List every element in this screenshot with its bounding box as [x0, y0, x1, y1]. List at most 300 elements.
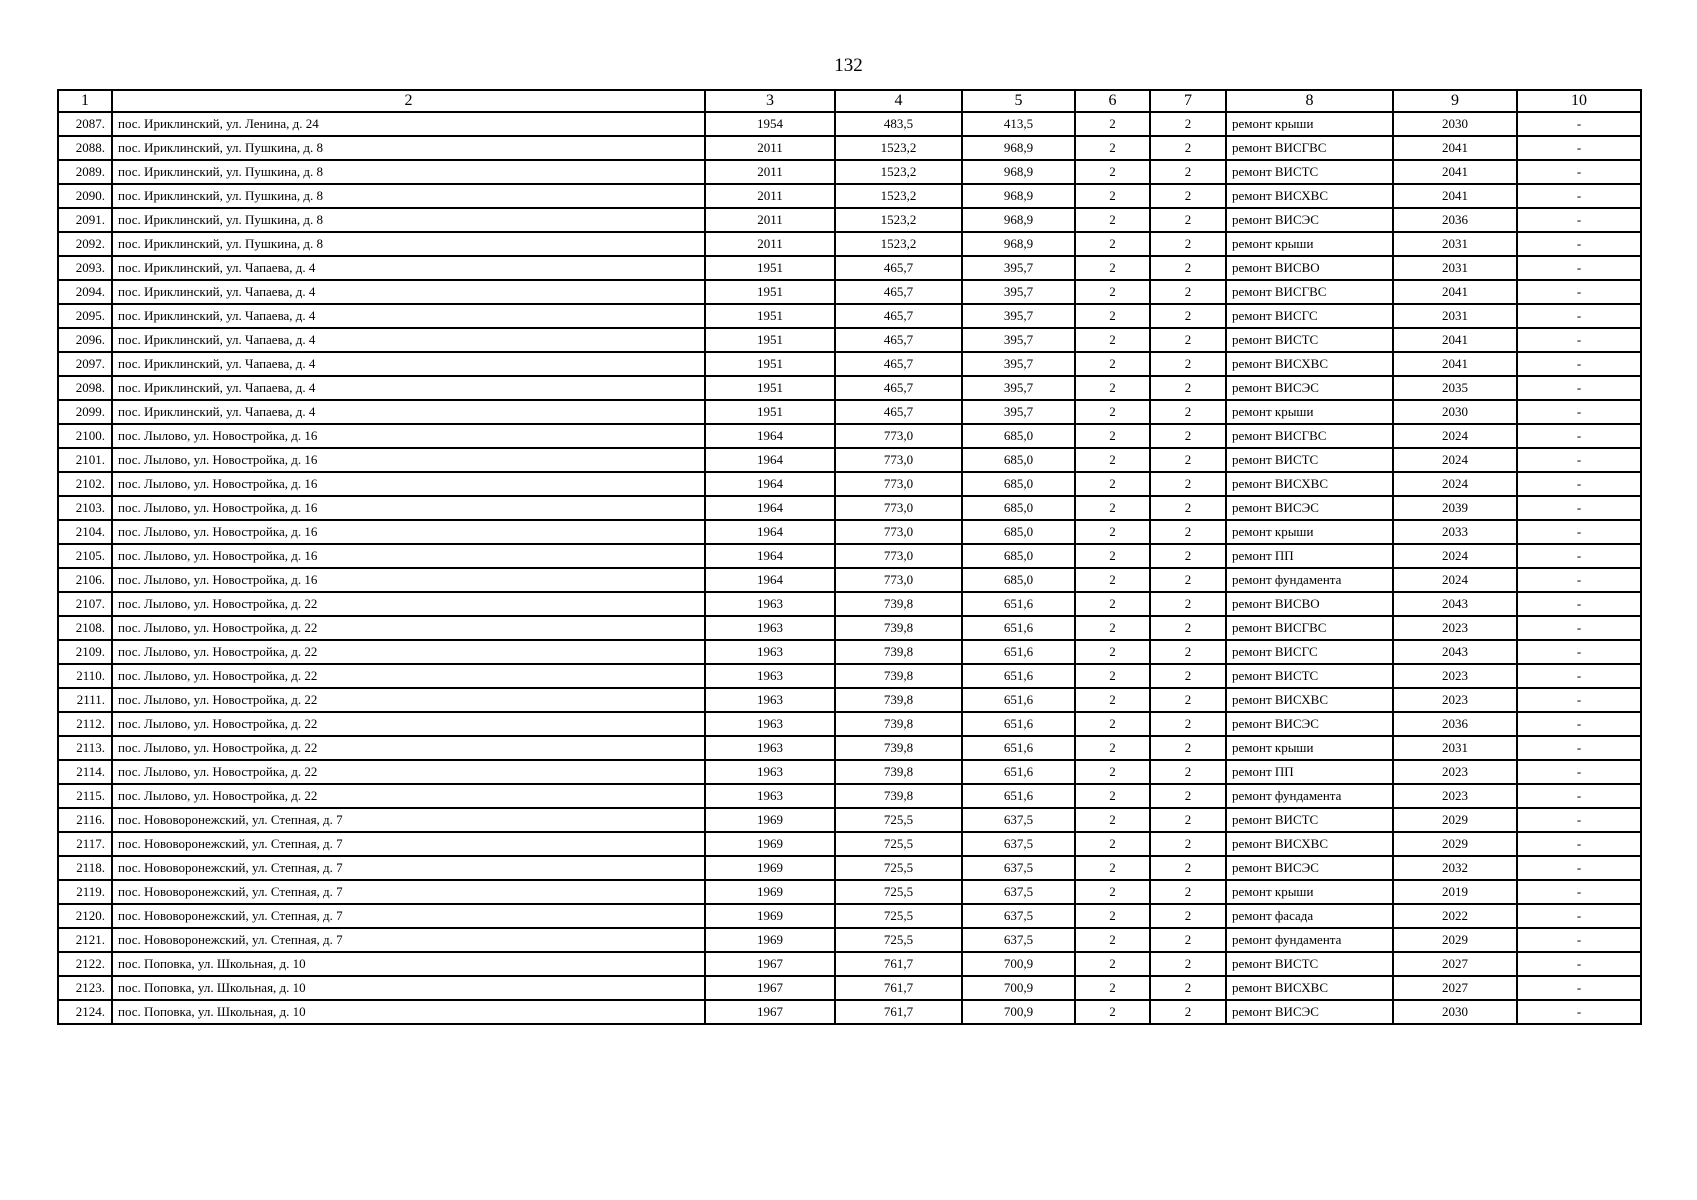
cell-floors: 2: [1075, 760, 1150, 784]
cell-entrances: 2: [1150, 520, 1226, 544]
cell-total-area: 739,8: [835, 664, 962, 688]
cell-row-number: 2119.: [58, 880, 112, 904]
cell-living-area: 968,9: [962, 208, 1075, 232]
cell-row-number: 2103.: [58, 496, 112, 520]
cell-work-type: ремонт ВИСВО: [1226, 256, 1393, 280]
cell-note: -: [1517, 568, 1641, 592]
cell-floors: 2: [1075, 160, 1150, 184]
cell-row-number: 2088.: [58, 136, 112, 160]
cell-note: -: [1517, 496, 1641, 520]
cell-row-number: 2107.: [58, 592, 112, 616]
cell-total-area: 725,5: [835, 904, 962, 928]
cell-address: пос. Ириклинский, ул. Ленина, д. 24: [112, 112, 705, 136]
cell-note: -: [1517, 352, 1641, 376]
cell-planned-year: 2024: [1393, 424, 1517, 448]
cell-row-number: 2115.: [58, 784, 112, 808]
cell-living-area: 651,6: [962, 616, 1075, 640]
cell-build-year: 1964: [705, 496, 835, 520]
cell-work-type: ремонт ВИСТС: [1226, 160, 1393, 184]
cell-row-number: 2105.: [58, 544, 112, 568]
table-row: [58, 808, 1641, 832]
cell-row-number: 2117.: [58, 832, 112, 856]
cell-floors: 2: [1075, 232, 1150, 256]
cell-note: -: [1517, 520, 1641, 544]
cell-address: пос. Поповка, ул. Школьная, д. 10: [112, 1000, 705, 1024]
cell-build-year: 1951: [705, 400, 835, 424]
cell-row-number: 2118.: [58, 856, 112, 880]
cell-floors: 2: [1075, 712, 1150, 736]
cell-total-area: 773,0: [835, 544, 962, 568]
cell-planned-year: 2024: [1393, 448, 1517, 472]
table-row: [58, 424, 1641, 448]
cell-row-number: 2101.: [58, 448, 112, 472]
cell-address: пос. Ириклинский, ул. Чапаева, д. 4: [112, 304, 705, 328]
cell-planned-year: 2027: [1393, 952, 1517, 976]
cell-row-number: 2113.: [58, 736, 112, 760]
cell-floors: 2: [1075, 448, 1150, 472]
cell-planned-year: 2043: [1393, 592, 1517, 616]
cell-work-type: ремонт ВИСЭС: [1226, 376, 1393, 400]
cell-floors: 2: [1075, 208, 1150, 232]
table-row: [58, 976, 1641, 1000]
cell-entrances: 2: [1150, 424, 1226, 448]
cell-work-type: ремонт ВИСЭС: [1226, 1000, 1393, 1024]
cell-note: -: [1517, 136, 1641, 160]
cell-living-area: 651,6: [962, 664, 1075, 688]
cell-planned-year: 2030: [1393, 400, 1517, 424]
cell-build-year: 1967: [705, 952, 835, 976]
cell-row-number: 2100.: [58, 424, 112, 448]
cell-planned-year: 2035: [1393, 376, 1517, 400]
cell-living-area: 637,5: [962, 904, 1075, 928]
cell-living-area: 413,5: [962, 112, 1075, 136]
cell-row-number: 2089.: [58, 160, 112, 184]
cell-living-area: 651,6: [962, 784, 1075, 808]
cell-entrances: 2: [1150, 976, 1226, 1000]
cell-entrances: 2: [1150, 304, 1226, 328]
cell-planned-year: 2033: [1393, 520, 1517, 544]
cell-work-type: ремонт ВИСТС: [1226, 328, 1393, 352]
cell-living-area: 685,0: [962, 520, 1075, 544]
housing-repair-table: [57, 89, 1642, 1025]
cell-entrances: 2: [1150, 952, 1226, 976]
cell-row-number: 2114.: [58, 760, 112, 784]
cell-work-type: ремонт ВИСХВС: [1226, 472, 1393, 496]
cell-planned-year: 2023: [1393, 784, 1517, 808]
cell-work-type: ремонт крыши: [1226, 400, 1393, 424]
cell-entrances: 2: [1150, 616, 1226, 640]
cell-entrances: 2: [1150, 736, 1226, 760]
cell-entrances: 2: [1150, 760, 1226, 784]
cell-build-year: 1969: [705, 880, 835, 904]
cell-floors: 2: [1075, 424, 1150, 448]
cell-planned-year: 2041: [1393, 328, 1517, 352]
table-row: [58, 160, 1641, 184]
cell-entrances: 2: [1150, 808, 1226, 832]
table-row: [58, 1000, 1641, 1024]
cell-total-area: 773,0: [835, 520, 962, 544]
cell-entrances: 2: [1150, 544, 1226, 568]
cell-entrances: 2: [1150, 400, 1226, 424]
cell-work-type: ремонт ВИСЭС: [1226, 856, 1393, 880]
cell-address: пос. Лылово, ул. Новостройка, д. 16: [112, 472, 705, 496]
cell-address: пос. Ириклинский, ул. Чапаева, д. 4: [112, 256, 705, 280]
cell-planned-year: 2023: [1393, 664, 1517, 688]
cell-row-number: 2122.: [58, 952, 112, 976]
table-row: [58, 328, 1641, 352]
cell-build-year: 1964: [705, 520, 835, 544]
cell-address: пос. Ириклинский, ул. Пушкина, д. 8: [112, 136, 705, 160]
cell-address: пос. Лылово, ул. Новостройка, д. 22: [112, 736, 705, 760]
table-row: [58, 232, 1641, 256]
cell-note: -: [1517, 928, 1641, 952]
cell-work-type: ремонт ПП: [1226, 760, 1393, 784]
cell-floors: 2: [1075, 136, 1150, 160]
cell-build-year: 1963: [705, 712, 835, 736]
cell-planned-year: 2023: [1393, 688, 1517, 712]
cell-work-type: ремонт крыши: [1226, 112, 1393, 136]
cell-living-area: 700,9: [962, 952, 1075, 976]
cell-total-area: 465,7: [835, 304, 962, 328]
cell-living-area: 395,7: [962, 328, 1075, 352]
cell-address: пос. Нововоронежский, ул. Степная, д. 7: [112, 808, 705, 832]
cell-row-number: 2093.: [58, 256, 112, 280]
cell-work-type: ремонт крыши: [1226, 520, 1393, 544]
cell-row-number: 2116.: [58, 808, 112, 832]
cell-build-year: 1963: [705, 664, 835, 688]
cell-living-area: 395,7: [962, 304, 1075, 328]
cell-row-number: 2120.: [58, 904, 112, 928]
cell-total-area: 465,7: [835, 376, 962, 400]
cell-living-area: 685,0: [962, 448, 1075, 472]
cell-floors: 2: [1075, 880, 1150, 904]
cell-note: -: [1517, 1000, 1641, 1024]
cell-address: пос. Нововоронежский, ул. Степная, д. 7: [112, 856, 705, 880]
cell-total-area: 739,8: [835, 592, 962, 616]
cell-floors: 2: [1075, 568, 1150, 592]
cell-work-type: ремонт ВИСХВС: [1226, 976, 1393, 1000]
cell-floors: 2: [1075, 496, 1150, 520]
cell-total-area: 761,7: [835, 952, 962, 976]
cell-build-year: 1964: [705, 472, 835, 496]
cell-entrances: 2: [1150, 712, 1226, 736]
cell-build-year: 1963: [705, 592, 835, 616]
cell-floors: 2: [1075, 400, 1150, 424]
table-row: [58, 784, 1641, 808]
cell-row-number: 2124.: [58, 1000, 112, 1024]
cell-planned-year: 2019: [1393, 880, 1517, 904]
cell-living-area: 651,6: [962, 760, 1075, 784]
table-body: [58, 112, 1641, 1024]
cell-build-year: 2011: [705, 208, 835, 232]
cell-note: -: [1517, 232, 1641, 256]
cell-total-area: 773,0: [835, 448, 962, 472]
cell-work-type: ремонт ВИСГВС: [1226, 136, 1393, 160]
cell-total-area: 739,8: [835, 784, 962, 808]
cell-planned-year: 2024: [1393, 568, 1517, 592]
cell-entrances: 2: [1150, 832, 1226, 856]
cell-row-number: 2106.: [58, 568, 112, 592]
cell-address: пос. Лылово, ул. Новостройка, д. 22: [112, 640, 705, 664]
cell-row-number: 2096.: [58, 328, 112, 352]
cell-build-year: 1951: [705, 376, 835, 400]
cell-address: пос. Лылово, ул. Новостройка, д. 22: [112, 592, 705, 616]
cell-planned-year: 2041: [1393, 160, 1517, 184]
cell-planned-year: 2032: [1393, 856, 1517, 880]
cell-build-year: 1969: [705, 856, 835, 880]
cell-build-year: 1951: [705, 304, 835, 328]
cell-entrances: 2: [1150, 256, 1226, 280]
col-header-4: 4: [835, 90, 962, 112]
cell-note: -: [1517, 904, 1641, 928]
cell-entrances: 2: [1150, 136, 1226, 160]
cell-planned-year: 2041: [1393, 280, 1517, 304]
cell-living-area: 700,9: [962, 1000, 1075, 1024]
cell-total-area: 739,8: [835, 688, 962, 712]
cell-entrances: 2: [1150, 688, 1226, 712]
cell-address: пос. Ириклинский, ул. Чапаева, д. 4: [112, 280, 705, 304]
cell-row-number: 2104.: [58, 520, 112, 544]
cell-planned-year: 2031: [1393, 736, 1517, 760]
cell-living-area: 395,7: [962, 352, 1075, 376]
cell-floors: 2: [1075, 112, 1150, 136]
table-row: [58, 928, 1641, 952]
table-row: [58, 496, 1641, 520]
table-row: [58, 520, 1641, 544]
cell-note: -: [1517, 616, 1641, 640]
cell-total-area: 465,7: [835, 280, 962, 304]
cell-entrances: 2: [1150, 472, 1226, 496]
cell-total-area: 465,7: [835, 352, 962, 376]
cell-floors: 2: [1075, 904, 1150, 928]
cell-note: -: [1517, 808, 1641, 832]
cell-living-area: 700,9: [962, 976, 1075, 1000]
cell-address: пос. Ириклинский, ул. Пушкина, д. 8: [112, 208, 705, 232]
cell-note: -: [1517, 736, 1641, 760]
cell-work-type: ремонт фундамента: [1226, 784, 1393, 808]
cell-entrances: 2: [1150, 568, 1226, 592]
cell-floors: 2: [1075, 328, 1150, 352]
cell-total-area: 739,8: [835, 736, 962, 760]
cell-planned-year: 2030: [1393, 112, 1517, 136]
cell-note: -: [1517, 976, 1641, 1000]
cell-row-number: 2090.: [58, 184, 112, 208]
cell-note: -: [1517, 712, 1641, 736]
cell-living-area: 685,0: [962, 496, 1075, 520]
cell-total-area: 739,8: [835, 616, 962, 640]
table-row: [58, 400, 1641, 424]
cell-address: пос. Лылово, ул. Новостройка, д. 16: [112, 448, 705, 472]
cell-work-type: ремонт ВИСГС: [1226, 304, 1393, 328]
cell-total-area: 1523,2: [835, 136, 962, 160]
cell-note: -: [1517, 280, 1641, 304]
cell-row-number: 2121.: [58, 928, 112, 952]
cell-floors: 2: [1075, 736, 1150, 760]
cell-entrances: 2: [1150, 928, 1226, 952]
cell-build-year: 1963: [705, 616, 835, 640]
cell-living-area: 685,0: [962, 472, 1075, 496]
cell-row-number: 2094.: [58, 280, 112, 304]
cell-living-area: 968,9: [962, 184, 1075, 208]
table-row: [58, 112, 1641, 136]
cell-note: -: [1517, 640, 1641, 664]
cell-planned-year: 2023: [1393, 760, 1517, 784]
cell-note: -: [1517, 400, 1641, 424]
cell-total-area: 725,5: [835, 832, 962, 856]
cell-work-type: ремонт фундамента: [1226, 928, 1393, 952]
cell-note: -: [1517, 544, 1641, 568]
page-number: 132: [834, 55, 863, 76]
cell-floors: 2: [1075, 280, 1150, 304]
cell-address: пос. Лылово, ул. Новостройка, д. 16: [112, 544, 705, 568]
cell-living-area: 395,7: [962, 256, 1075, 280]
cell-entrances: 2: [1150, 208, 1226, 232]
cell-living-area: 651,6: [962, 736, 1075, 760]
cell-entrances: 2: [1150, 880, 1226, 904]
cell-build-year: 1963: [705, 760, 835, 784]
cell-entrances: 2: [1150, 352, 1226, 376]
cell-note: -: [1517, 832, 1641, 856]
cell-build-year: 1969: [705, 928, 835, 952]
cell-address: пос. Лылово, ул. Новостройка, д. 16: [112, 520, 705, 544]
cell-work-type: ремонт крыши: [1226, 736, 1393, 760]
cell-planned-year: 2022: [1393, 904, 1517, 928]
cell-entrances: 2: [1150, 280, 1226, 304]
col-header-9: 9: [1393, 90, 1517, 112]
table-row: [58, 304, 1641, 328]
cell-planned-year: 2041: [1393, 136, 1517, 160]
table-row: [58, 616, 1641, 640]
cell-note: -: [1517, 880, 1641, 904]
cell-work-type: ремонт ВИСТС: [1226, 664, 1393, 688]
cell-entrances: 2: [1150, 112, 1226, 136]
cell-address: пос. Ириклинский, ул. Пушкина, д. 8: [112, 160, 705, 184]
cell-work-type: ремонт ВИСТС: [1226, 808, 1393, 832]
cell-build-year: 1954: [705, 112, 835, 136]
cell-work-type: ремонт ВИСВО: [1226, 592, 1393, 616]
cell-floors: 2: [1075, 784, 1150, 808]
col-header-7: 7: [1150, 90, 1226, 112]
cell-floors: 2: [1075, 304, 1150, 328]
cell-note: -: [1517, 472, 1641, 496]
cell-address: пос. Поповка, ул. Школьная, д. 10: [112, 952, 705, 976]
table-row: [58, 568, 1641, 592]
cell-row-number: 2111.: [58, 688, 112, 712]
cell-living-area: 637,5: [962, 856, 1075, 880]
cell-total-area: 773,0: [835, 568, 962, 592]
col-header-1: 1: [58, 90, 112, 112]
cell-floors: 2: [1075, 520, 1150, 544]
cell-build-year: 2011: [705, 136, 835, 160]
cell-row-number: 2108.: [58, 616, 112, 640]
cell-total-area: 773,0: [835, 472, 962, 496]
cell-work-type: ремонт ВИСГС: [1226, 640, 1393, 664]
cell-floors: 2: [1075, 1000, 1150, 1024]
cell-note: -: [1517, 160, 1641, 184]
table-row: [58, 760, 1641, 784]
cell-planned-year: 2029: [1393, 928, 1517, 952]
cell-work-type: ремонт ВИСГВС: [1226, 280, 1393, 304]
cell-row-number: 2095.: [58, 304, 112, 328]
table-row: [58, 664, 1641, 688]
cell-planned-year: 2031: [1393, 232, 1517, 256]
cell-address: пос. Лылово, ул. Новостройка, д. 22: [112, 616, 705, 640]
cell-work-type: ремонт фундамента: [1226, 568, 1393, 592]
cell-floors: 2: [1075, 592, 1150, 616]
cell-build-year: 1963: [705, 640, 835, 664]
cell-planned-year: 2027: [1393, 976, 1517, 1000]
cell-address: пос. Нововоронежский, ул. Степная, д. 7: [112, 880, 705, 904]
cell-row-number: 2091.: [58, 208, 112, 232]
table-row: [58, 352, 1641, 376]
cell-work-type: ремонт фасада: [1226, 904, 1393, 928]
cell-row-number: 2092.: [58, 232, 112, 256]
cell-entrances: 2: [1150, 640, 1226, 664]
cell-total-area: 483,5: [835, 112, 962, 136]
cell-address: пос. Лылово, ул. Новостройка, д. 16: [112, 496, 705, 520]
cell-planned-year: 2036: [1393, 208, 1517, 232]
table-row: [58, 136, 1641, 160]
cell-living-area: 651,6: [962, 688, 1075, 712]
cell-build-year: 1951: [705, 256, 835, 280]
cell-floors: 2: [1075, 544, 1150, 568]
cell-total-area: 761,7: [835, 1000, 962, 1024]
cell-total-area: 773,0: [835, 424, 962, 448]
cell-living-area: 637,5: [962, 880, 1075, 904]
cell-work-type: ремонт крыши: [1226, 232, 1393, 256]
cell-row-number: 2123.: [58, 976, 112, 1000]
cell-entrances: 2: [1150, 856, 1226, 880]
cell-floors: 2: [1075, 952, 1150, 976]
cell-work-type: ремонт ВИСХВС: [1226, 688, 1393, 712]
cell-living-area: 685,0: [962, 544, 1075, 568]
cell-total-area: 1523,2: [835, 160, 962, 184]
cell-floors: 2: [1075, 640, 1150, 664]
cell-entrances: 2: [1150, 784, 1226, 808]
cell-floors: 2: [1075, 184, 1150, 208]
cell-floors: 2: [1075, 664, 1150, 688]
table-row: [58, 904, 1641, 928]
cell-living-area: 968,9: [962, 160, 1075, 184]
cell-build-year: 1969: [705, 832, 835, 856]
cell-floors: 2: [1075, 376, 1150, 400]
table-row: [58, 832, 1641, 856]
cell-address: пос. Лылово, ул. Новостройка, д. 22: [112, 664, 705, 688]
table-row: [58, 712, 1641, 736]
cell-work-type: ремонт ВИСГВС: [1226, 424, 1393, 448]
cell-living-area: 637,5: [962, 928, 1075, 952]
cell-work-type: ремонт ВИСХВС: [1226, 184, 1393, 208]
cell-living-area: 968,9: [962, 232, 1075, 256]
cell-note: -: [1517, 784, 1641, 808]
cell-build-year: 1964: [705, 544, 835, 568]
cell-row-number: 2110.: [58, 664, 112, 688]
cell-living-area: 651,6: [962, 640, 1075, 664]
cell-build-year: 1951: [705, 352, 835, 376]
cell-living-area: 651,6: [962, 712, 1075, 736]
table-row: [58, 736, 1641, 760]
col-header-10: 10: [1517, 90, 1641, 112]
table-row: [58, 640, 1641, 664]
cell-planned-year: 2024: [1393, 472, 1517, 496]
cell-living-area: 395,7: [962, 376, 1075, 400]
cell-note: -: [1517, 856, 1641, 880]
cell-work-type: ремонт ВИСЭС: [1226, 496, 1393, 520]
cell-work-type: ремонт ВИСГВС: [1226, 616, 1393, 640]
table-row: [58, 544, 1641, 568]
cell-entrances: 2: [1150, 664, 1226, 688]
cell-row-number: 2087.: [58, 112, 112, 136]
